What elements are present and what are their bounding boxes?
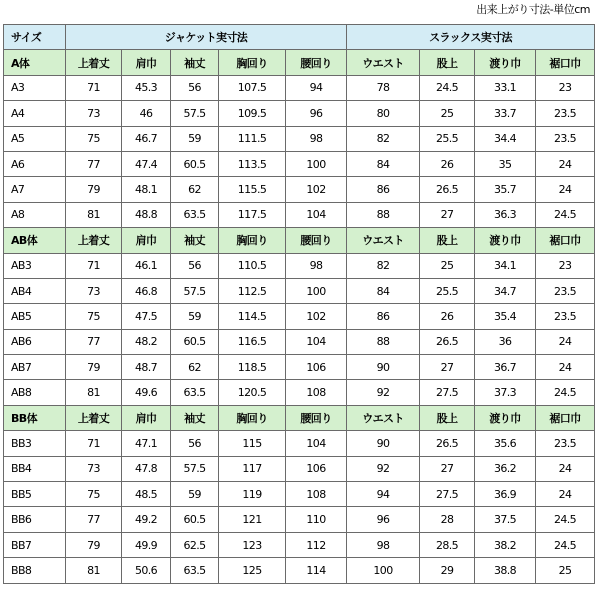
measurement-cell: 110 [286,507,347,532]
measurement-cell: 24.5 [536,507,595,532]
table-row [4,101,595,126]
measurement-cell: 114 [286,558,347,583]
measurement-cell: 34.4 [475,126,536,151]
section-name: AB体 [4,228,66,253]
measurement-cell: 48.2 [122,329,171,354]
table-row [4,329,595,354]
table-row [4,126,595,151]
column-header: ウエスト [347,228,420,253]
measurement-cell: 118.5 [219,355,286,380]
measurement-cell: 60.5 [171,151,219,176]
column-header: 袖丈 [171,405,219,430]
section-name: A体 [4,50,66,75]
column-header: 肩巾 [122,228,171,253]
measurement-cell: 104 [286,202,347,227]
column-header: 肩巾 [122,50,171,75]
measurement-cell: 57.5 [171,456,219,481]
measurement-cell: 77 [66,151,122,176]
measurement-cell: 24 [536,329,595,354]
measurement-cell: 25 [536,558,595,583]
measurement-cell: 108 [286,482,347,507]
column-header: 胸回り [219,228,286,253]
size-code-cell: A4 [4,101,66,126]
measurement-cell: 46 [122,101,171,126]
size-code-cell: BB4 [4,456,66,481]
measurement-cell: 79 [66,355,122,380]
measurement-cell: 47.4 [122,151,171,176]
measurement-cell: 23.5 [536,101,595,126]
measurement-cell: 84 [347,278,420,303]
measurement-cell: 78 [347,75,420,100]
measurement-cell: 56 [171,75,219,100]
table-row [4,278,595,303]
measurement-cell: 80 [347,101,420,126]
measurement-cell: 63.5 [171,380,219,405]
measurement-cell: 114.5 [219,304,286,329]
column-header: 肩巾 [122,405,171,430]
measurement-cell: 88 [347,202,420,227]
measurement-cell: 36.3 [475,202,536,227]
measurement-cell: 81 [66,202,122,227]
measurement-cell: 34.1 [475,253,536,278]
measurement-cell: 38.2 [475,532,536,557]
measurement-cell: 59 [171,304,219,329]
measurement-cell: 23 [536,75,595,100]
measurement-cell: 63.5 [171,202,219,227]
measurement-cell: 36.2 [475,456,536,481]
measurement-cell: 24 [536,151,595,176]
measurement-cell: 104 [286,329,347,354]
measurement-cell: 62 [171,177,219,202]
measurement-cell: 77 [66,329,122,354]
table-row [4,177,595,202]
measurement-cell: 47.8 [122,456,171,481]
measurement-cell: 75 [66,304,122,329]
table-row [4,558,595,583]
table-row [4,456,595,481]
measurement-cell: 25.5 [420,126,475,151]
section-header-row [4,50,595,75]
column-header: 裾口巾 [536,405,595,430]
measurement-cell: 75 [66,126,122,151]
column-header: 上着丈 [66,228,122,253]
measurement-cell: 60.5 [171,329,219,354]
measurement-cell: 115.5 [219,177,286,202]
measurement-cell: 57.5 [171,101,219,126]
measurement-cell: 26 [420,304,475,329]
measurement-cell: 23.5 [536,126,595,151]
column-header: 股上 [420,50,475,75]
column-header: 股上 [420,228,475,253]
measurement-cell: 24.5 [536,202,595,227]
size-code-cell: A5 [4,126,66,151]
table-row [4,253,595,278]
column-header: ウエスト [347,405,420,430]
table-row [4,380,595,405]
measurement-cell: 111.5 [219,126,286,151]
measurement-cell: 37.3 [475,380,536,405]
size-code-cell: A6 [4,151,66,176]
measurement-cell: 75 [66,482,122,507]
measurement-cell: 81 [66,558,122,583]
measurement-cell: 90 [347,431,420,456]
measurement-cell: 46.8 [122,278,171,303]
measurement-cell: 121 [219,507,286,532]
measurement-cell: 34.7 [475,278,536,303]
column-header: 胸回り [219,405,286,430]
measurement-cell: 109.5 [219,101,286,126]
measurement-cell: 26.5 [420,329,475,354]
measurement-cell: 79 [66,177,122,202]
size-code-cell: BB7 [4,532,66,557]
measurement-cell: 110.5 [219,253,286,278]
measurement-cell: 36.9 [475,482,536,507]
measurement-cell: 27.5 [420,482,475,507]
column-header: 袖丈 [171,228,219,253]
measurement-cell: 125 [219,558,286,583]
measurement-cell: 96 [347,507,420,532]
table-row [4,202,595,227]
column-header: 上着丈 [66,50,122,75]
measurement-cell: 33.1 [475,75,536,100]
measurement-cell: 96 [286,101,347,126]
measurement-cell: 24 [536,355,595,380]
column-header: 胸回り [219,50,286,75]
column-header: ウエスト [347,50,420,75]
measurement-cell: 27 [420,355,475,380]
measurement-cell: 104 [286,431,347,456]
measurement-cell: 62.5 [171,532,219,557]
measurement-cell: 116.5 [219,329,286,354]
measurement-cell: 98 [347,532,420,557]
measurement-cell: 94 [347,482,420,507]
measurement-cell: 46.1 [122,253,171,278]
table-row [4,431,595,456]
measurement-cell: 24.5 [420,75,475,100]
measurement-cell: 59 [171,126,219,151]
measurement-cell: 59 [171,482,219,507]
section-name: BB体 [4,405,66,430]
measurement-cell: 49.9 [122,532,171,557]
measurement-cell: 120.5 [219,380,286,405]
measurement-cell: 35.6 [475,431,536,456]
column-header: 股上 [420,405,475,430]
measurement-cell: 25.5 [420,278,475,303]
size-code-cell: AB3 [4,253,66,278]
table-row [4,482,595,507]
size-header: サイズ [4,25,66,50]
column-header: 渡り巾 [475,228,536,253]
measurement-cell: 35.4 [475,304,536,329]
measurement-cell: 26 [420,151,475,176]
measurement-cell: 27.5 [420,380,475,405]
measurement-cell: 26.5 [420,177,475,202]
measurement-cell: 106 [286,355,347,380]
measurement-cell: 25 [420,101,475,126]
section-header-row [4,228,595,253]
measurement-cell: 50.6 [122,558,171,583]
measurement-cell: 35 [475,151,536,176]
measurement-cell: 107.5 [219,75,286,100]
measurement-cell: 90 [347,355,420,380]
measurement-cell: 112 [286,532,347,557]
measurement-cell: 73 [66,101,122,126]
column-header: 渡り巾 [475,405,536,430]
measurement-cell: 92 [347,456,420,481]
measurement-cell: 57.5 [171,278,219,303]
measurement-cell: 49.2 [122,507,171,532]
measurement-cell: 71 [66,253,122,278]
measurement-cell: 24 [536,456,595,481]
measurement-cell: 26.5 [420,431,475,456]
size-code-cell: A3 [4,75,66,100]
size-code-cell: A8 [4,202,66,227]
measurement-cell: 48.1 [122,177,171,202]
measurement-cell: 48.7 [122,355,171,380]
measurement-cell: 48.5 [122,482,171,507]
table-row [4,75,595,100]
measurement-cell: 77 [66,507,122,532]
measurement-cell: 113.5 [219,151,286,176]
table-row [4,151,595,176]
measurement-cell: 82 [347,126,420,151]
measurement-cell: 33.7 [475,101,536,126]
column-header: 渡り巾 [475,50,536,75]
measurement-cell: 79 [66,532,122,557]
measurement-cell: 100 [347,558,420,583]
measurement-cell: 47.1 [122,431,171,456]
measurement-cell: 86 [347,177,420,202]
measurement-cell: 84 [347,151,420,176]
measurement-cell: 27 [420,456,475,481]
measurement-cell: 102 [286,177,347,202]
measurement-cell: 106 [286,456,347,481]
table-title-row [4,25,595,50]
size-code-cell: AB4 [4,278,66,303]
size-code-cell: AB6 [4,329,66,354]
measurement-cell: 123 [219,532,286,557]
measurement-cell: 108 [286,380,347,405]
measurement-cell: 49.6 [122,380,171,405]
measurement-cell: 92 [347,380,420,405]
size-code-cell: BB8 [4,558,66,583]
measurement-cell: 115 [219,431,286,456]
table-row [4,304,595,329]
size-code-cell: AB8 [4,380,66,405]
table-row [4,532,595,557]
measurement-cell: 100 [286,278,347,303]
column-header: 袖丈 [171,50,219,75]
measurement-cell: 24.5 [536,380,595,405]
measurement-cell: 112.5 [219,278,286,303]
size-code-cell: AB7 [4,355,66,380]
measurement-cell: 38.8 [475,558,536,583]
measurement-cell: 24.5 [536,532,595,557]
column-header: 腰回り [286,228,347,253]
measurement-cell: 119 [219,482,286,507]
measurement-cell: 86 [347,304,420,329]
measurement-cell: 46.7 [122,126,171,151]
measurement-cell: 63.5 [171,558,219,583]
measurement-cell: 28.5 [420,532,475,557]
measurement-cell: 23.5 [536,304,595,329]
size-chart-table [3,24,595,584]
measurement-cell: 81 [66,380,122,405]
measurement-cell: 27 [420,202,475,227]
measurement-cell: 23 [536,253,595,278]
measurement-cell: 73 [66,278,122,303]
measurement-cell: 88 [347,329,420,354]
measurement-cell: 60.5 [171,507,219,532]
measurement-cell: 35.7 [475,177,536,202]
measurement-cell: 71 [66,431,122,456]
jacket-header: ジャケット実寸法 [66,25,347,50]
measurement-cell: 73 [66,456,122,481]
table-row [4,507,595,532]
measurement-cell: 82 [347,253,420,278]
measurement-cell: 24 [536,177,595,202]
size-code-cell: BB3 [4,431,66,456]
measurement-cell: 36.7 [475,355,536,380]
measurement-cell: 71 [66,75,122,100]
column-header: 裾口巾 [536,228,595,253]
measurement-cell: 56 [171,431,219,456]
measurement-cell: 37.5 [475,507,536,532]
size-code-cell: BB5 [4,482,66,507]
section-header-row [4,405,595,430]
measurement-cell: 23.5 [536,431,595,456]
column-header: 裾口巾 [536,50,595,75]
size-code-cell: A7 [4,177,66,202]
column-header: 上着丈 [66,405,122,430]
unit-caption: 出来上がり寸法-単位cm [476,3,590,16]
measurement-cell: 47.5 [122,304,171,329]
measurement-cell: 48.8 [122,202,171,227]
measurement-cell: 25 [420,253,475,278]
column-header: 腰回り [286,50,347,75]
measurement-cell: 98 [286,126,347,151]
measurement-cell: 117 [219,456,286,481]
measurement-cell: 24 [536,482,595,507]
measurement-cell: 102 [286,304,347,329]
slacks-header: スラックス実寸法 [347,25,595,50]
measurement-cell: 94 [286,75,347,100]
measurement-cell: 62 [171,355,219,380]
measurement-cell: 36 [475,329,536,354]
measurement-cell: 98 [286,253,347,278]
measurement-cell: 117.5 [219,202,286,227]
column-header: 腰回り [286,405,347,430]
measurement-cell: 100 [286,151,347,176]
measurement-cell: 28 [420,507,475,532]
measurement-cell: 45.3 [122,75,171,100]
measurement-cell: 29 [420,558,475,583]
size-code-cell: BB6 [4,507,66,532]
size-code-cell: AB5 [4,304,66,329]
measurement-cell: 56 [171,253,219,278]
measurement-cell: 23.5 [536,278,595,303]
table-row [4,355,595,380]
